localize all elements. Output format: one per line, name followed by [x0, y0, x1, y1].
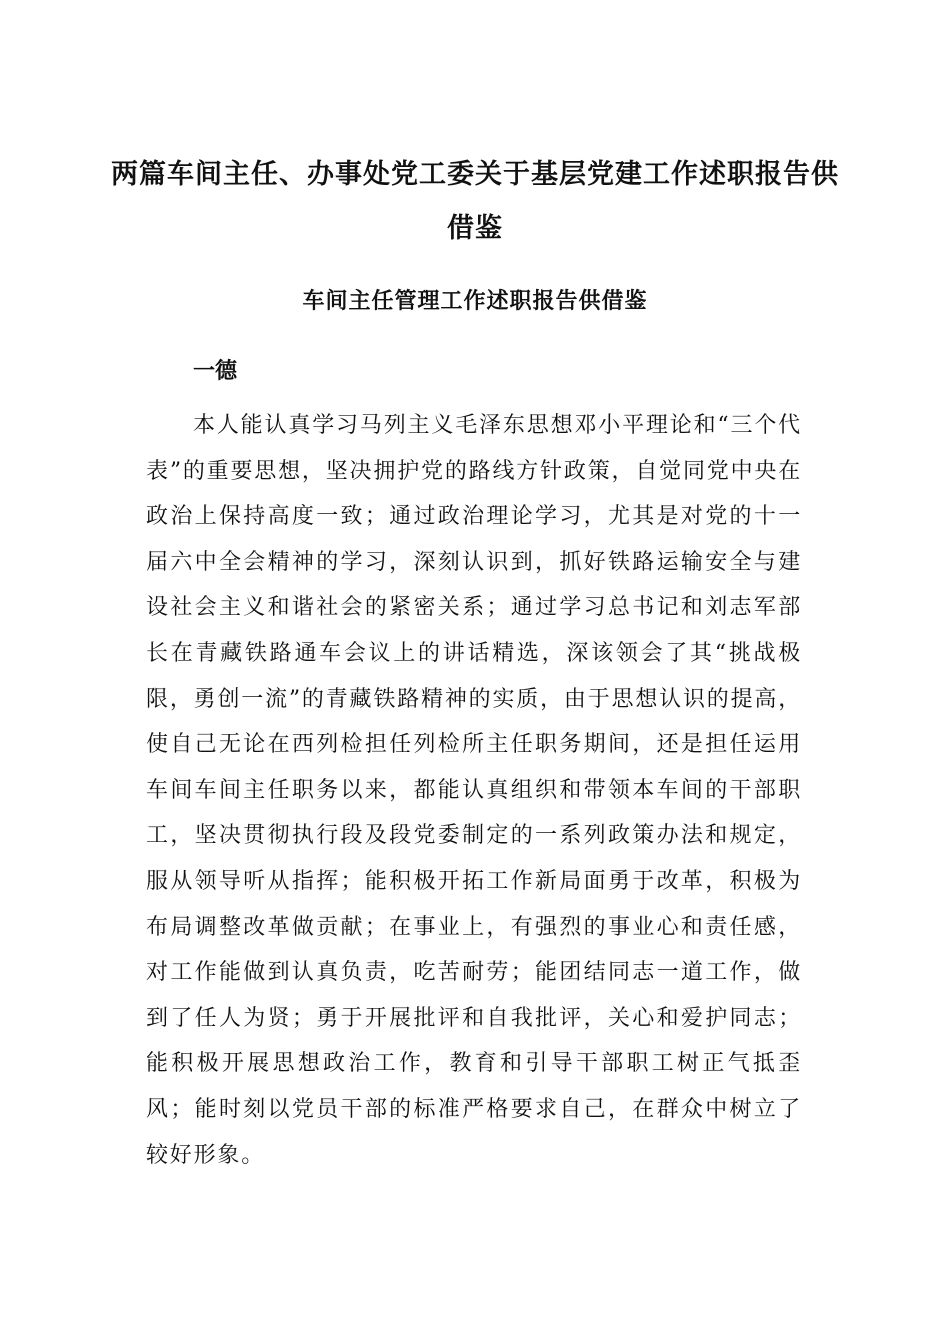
body-paragraph: 本人能认真学习马列主义毛泽东思想邓小平理论和“三个代表”的重要思想，坚决拥护党的路线方针政策，自觉同党中央在政治上保持高度一致；通过政治理论学习，尤其是对党的十一届六中全会精神的学习，深刻认识到，抓好铁路运输安全与建设社会主义和谐社会的紧密关系；通过学习总书记和刘志军部长在青藏铁路通车会议上的讲话精选，深该领会了其“挑战极限，勇创一流”的青藏铁路精神的实质，由于思想认识的提高，使自己无论在西列检担任列检所主任职务期间，还是担任运用车间车间主任职务以来，都能认真组织和带领本车间的干部职工，坚决贯彻执行段及段党委制定的一系列政策办法和规定，服从领导听从指挥；能积极开拓工作新局面勇于改革，积极为布局调整改革做贡献；在事业上，有强烈的事业心和责任感，对工作能做到认真负责，吃苦耐劳；能团结同志一道工作，做到了任人为贤；勇于开展批评和自我批评，关心和爱护同志；能积极开展思想政治工作，教育和引导干部职工树正气抵歪风；能时刻以党员干部的标准严格要求自己，在群众中树立了较好形象。 — [146, 413, 802, 1168]
document-title: 两篇车间主任、办事处党工委关于基层党建工作述职报告供借鉴 — [111, 159, 839, 244]
document-subtitle: 车间主任管理工作述职报告供借鉴 — [302, 288, 648, 314]
section-heading: 一德 — [193, 358, 238, 384]
